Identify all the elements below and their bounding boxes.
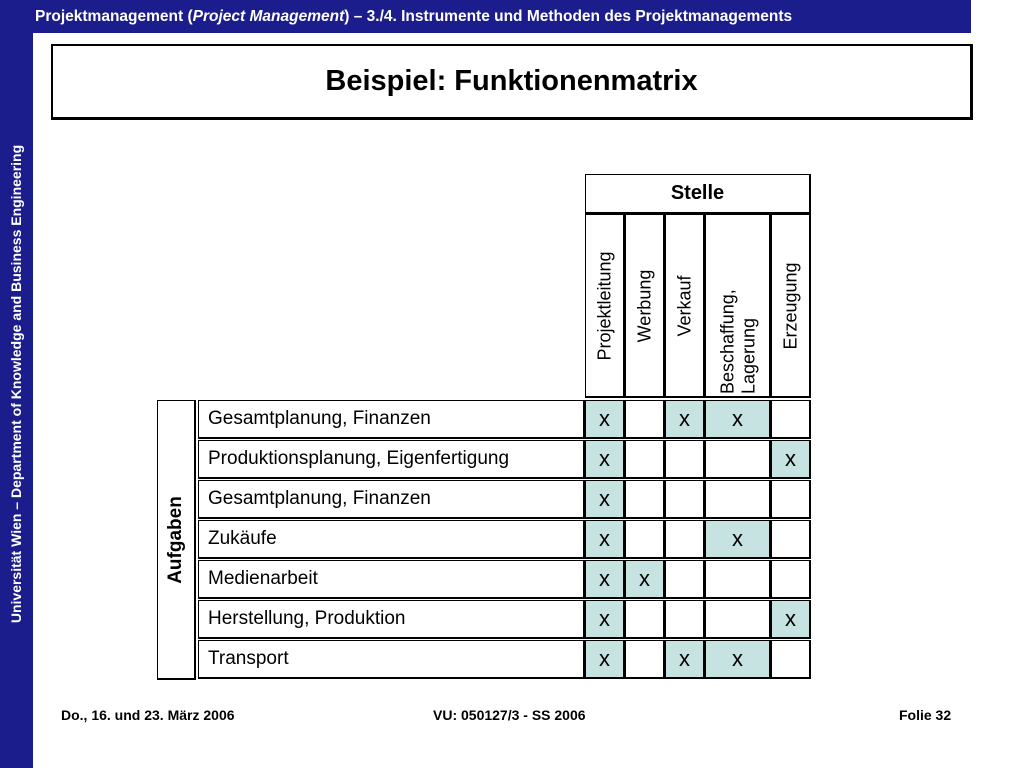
matrix-cell-marked: x [771,600,811,639]
matrix-cell-empty [625,520,665,559]
column-header-line: Projektleitung [594,250,615,361]
column-header-label [674,275,695,336]
header-title-part2: ) – 3./4. Instrumente und Methoden des Projektmanagements [344,8,793,25]
header-title [35,8,792,26]
row-group-header [157,400,196,680]
matrix-cell-empty [705,440,771,479]
task-label: Produktionsplanung, Eigenfertigung [198,440,585,479]
matrix-cell-empty [625,400,665,439]
matrix-cell-empty [771,400,811,439]
column-header-label [634,269,655,342]
matrix-cell-marked: x [585,600,625,639]
matrix-cell-marked: x [705,520,771,559]
column-group-header: Stelle [585,174,811,214]
footer-page-number: Folie 32 [899,707,952,723]
task-label: Transport [198,640,585,679]
matrix-cell-marked: x [771,440,811,479]
task-label: Herstellung, Produktion [198,600,585,639]
matrix-cell-marked: x [585,640,625,679]
column-header-line: Werbung [634,269,655,342]
sidebar-band [0,0,33,768]
matrix-cell-empty [665,560,705,599]
matrix-cell-empty [665,440,705,479]
column-header [665,214,705,398]
column-header [771,214,811,398]
matrix-cell-empty [771,560,811,599]
matrix-cell-marked: x [585,480,625,519]
matrix-cell-marked: x [665,400,705,439]
column-header-label [780,262,801,349]
column-header [625,214,665,398]
matrix-cell-empty [705,560,771,599]
matrix-cell-marked: x [585,520,625,559]
matrix-cell-empty [665,520,705,559]
matrix-cell-empty [665,480,705,519]
matrix-cell-empty [625,440,665,479]
matrix-cell-marked: x [705,640,771,679]
matrix-cell-empty [771,480,811,519]
matrix-cell-empty [625,600,665,639]
column-header [705,214,771,398]
slide-title: Beispiel: Funktionenmatrix [325,65,698,97]
footer-course: VU: 050127/3 - SS 2006 [433,707,586,723]
sidebar-institution: Universität Wien – Department of Knowledge and Business Engineering [8,144,24,624]
matrix-cell-empty [771,640,811,679]
header-title-italic: Project Management [192,8,345,25]
slide-title-box [51,44,973,120]
matrix-cell-marked: x [585,440,625,479]
column-header [585,214,625,398]
task-label: Gesamtplanung, Finanzen [198,480,585,519]
task-label: Medienarbeit [198,560,585,599]
row-group-label: Aufgaben [165,495,186,584]
footer-date: Do., 16. und 23. März 2006 [61,707,235,723]
matrix-cell-marked: x [625,560,665,599]
matrix-cell-marked: x [585,400,625,439]
task-label: Zukäufe [198,520,585,559]
column-header-label [717,218,758,394]
matrix-cell-marked: x [705,400,771,439]
header-title-part1: Projektmanagement ( [35,8,193,25]
column-header-label [594,251,615,360]
task-label: Gesamtplanung, Finanzen [198,400,585,439]
matrix-cell-empty [705,600,771,639]
header-band [33,0,971,33]
matrix-cell-empty [771,520,811,559]
matrix-cell-empty [705,480,771,519]
matrix-cell-marked: x [665,640,705,679]
column-header-line: Verkauf [674,274,695,337]
column-header-line: Lagerung [737,317,758,394]
matrix-cell-empty [625,480,665,519]
column-header-line: Erzeugung [780,261,801,350]
column-header-line: Beschaffung, [716,288,737,394]
matrix-cell-marked: x [585,560,625,599]
matrix-cell-empty [625,640,665,679]
matrix-cell-empty [665,600,705,639]
